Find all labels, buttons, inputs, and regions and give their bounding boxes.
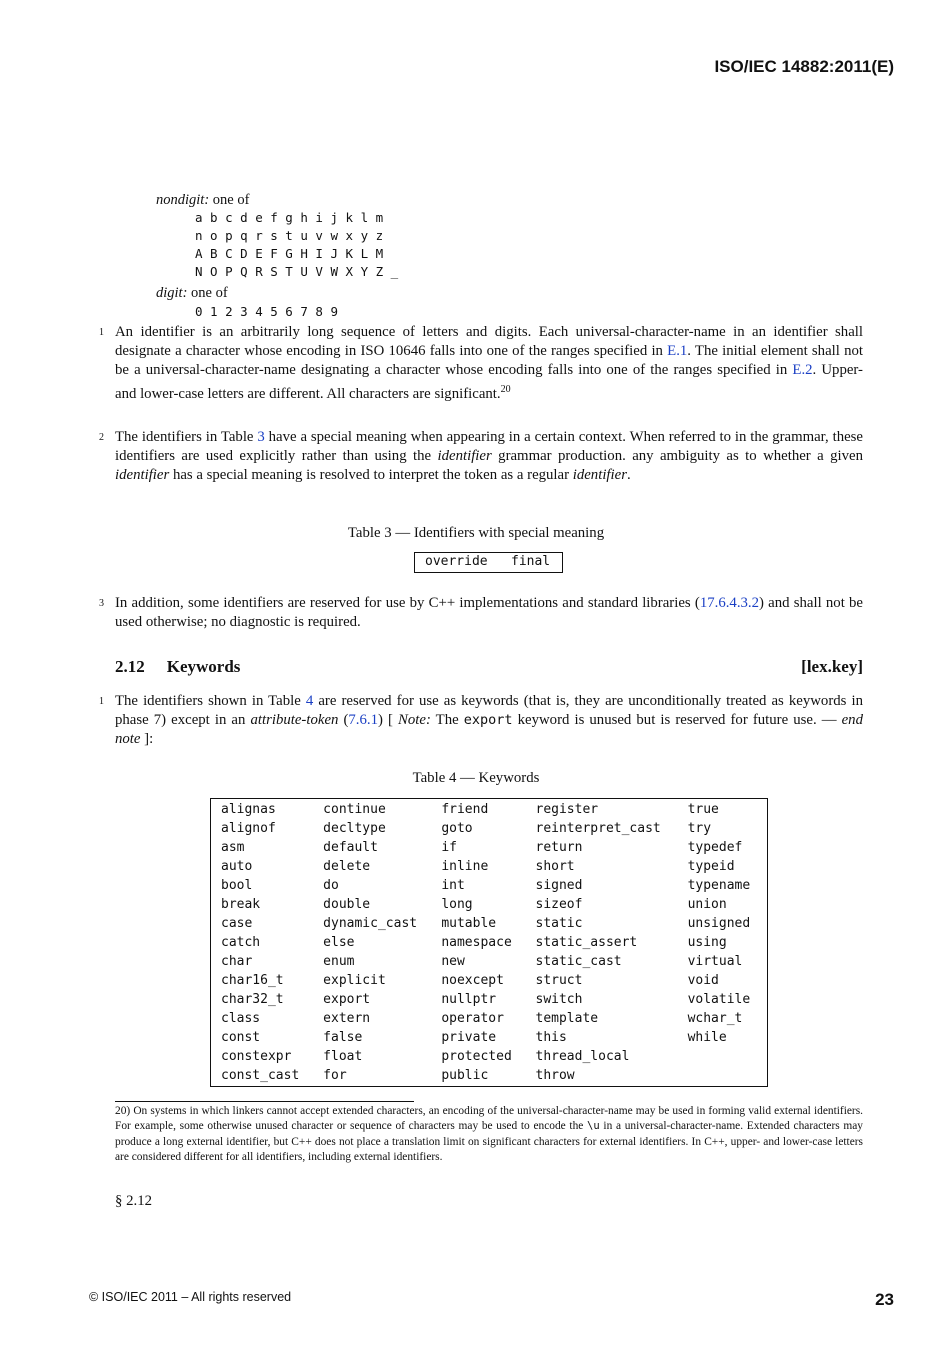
table-3-caption: Table 3 — Identifiers with special meaning: [347, 525, 605, 541]
keyword-cell: continue: [323, 802, 386, 817]
paragraph-number: 1: [99, 327, 104, 338]
keyword-cell: protected: [441, 1049, 512, 1064]
keyword-cell: register: [535, 802, 599, 817]
keyword-cell: namespace: [441, 935, 512, 950]
footnote-20: [115, 1104, 863, 1165]
keyword-cell: unsigned: [687, 916, 751, 931]
keyword-cell: while: [687, 1030, 727, 1045]
keyword-cell: typedef: [687, 840, 743, 855]
keyword-cell: [688, 1066, 767, 1085]
text: ]:: [140, 731, 154, 747]
table-4-caption: Table 4 — Keywords: [412, 770, 540, 786]
grammar-nondigit-heading: [156, 193, 249, 208]
table-3: [414, 552, 563, 573]
keyword-cell: do: [323, 878, 339, 893]
nondigit-label: nondigit:: [156, 192, 210, 208]
table-3-cell-override: override: [425, 554, 488, 569]
keyword-cell: false: [323, 1030, 363, 1045]
text: have a special meaning when appearing in a certain context. When referred to in the grammar, these identifiers are used explicitly rather than using the: [115, 429, 863, 464]
text: . Upper- and lower-case letters are different. All characters are significant.: [115, 362, 863, 402]
code-u: \u: [587, 1120, 600, 1133]
italic-term: identifier: [572, 467, 627, 483]
table-row: [221, 1066, 767, 1085]
paragraph-number: 2: [99, 432, 104, 443]
keyword-cell: static: [535, 916, 583, 931]
keyword-cell: wchar_t: [687, 1011, 743, 1026]
keyword-cell: bool: [221, 878, 253, 893]
keywords-table: [221, 800, 767, 1085]
keyword-cell: constexpr: [221, 1049, 292, 1064]
footnote-rule: [115, 1101, 414, 1102]
italic-term: identifier: [115, 467, 170, 483]
table-row: [221, 1047, 767, 1066]
keyword-cell: decltype: [323, 821, 386, 836]
keyword-cell: const: [221, 1030, 261, 1045]
keyword-cell: signed: [535, 878, 583, 893]
text: grammar production. any ambiguity as to whether a given: [491, 448, 863, 464]
keyword-cell: private: [441, 1030, 497, 1045]
table-4: [210, 798, 768, 1087]
keyword-cell: goto: [441, 821, 473, 836]
table-row: [221, 800, 767, 819]
note-label: Note:: [398, 712, 431, 728]
keyword-cell: explicit: [323, 973, 386, 988]
table-row: [221, 971, 767, 990]
text: in a universal-character-name. Extended characters may produce a long external identifier, but C++ does not place a translation limit on significant characters for external identifiers. In C++, upper- and lower-case letters are considered different for all identifiers, including external identifiers.: [115, 1120, 863, 1163]
link-e2[interactable]: E.2: [792, 362, 813, 378]
keyword-cell: try: [687, 821, 712, 836]
link-e1[interactable]: E.1: [667, 343, 688, 359]
text: .: [626, 467, 631, 483]
paragraph-keywords: [115, 692, 863, 749]
italic-term: identifier: [437, 448, 492, 464]
table-row: [221, 838, 767, 857]
keyword-cell: else: [323, 935, 355, 950]
text: An identifier is an arbitrarily long sequence of letters and digits. Each universal-character-name in an identifier shall designate a character whose encoding in ISO 10646 falls into one of the ranges specified in: [115, 324, 863, 359]
paragraph-number: 1: [99, 696, 104, 707]
page-number: 23: [875, 1290, 894, 1309]
keyword-cell: inline: [441, 859, 489, 874]
keyword-cell: return: [535, 840, 583, 855]
nondigit-line-3: A B C D E F G H I J K L M: [195, 246, 384, 261]
table-row: [221, 952, 767, 971]
table-row: [221, 990, 767, 1009]
keyword-cell: static_cast: [535, 954, 622, 969]
text: ) [: [378, 712, 398, 728]
footnote-ref[interactable]: 20: [500, 384, 511, 395]
keyword-cell: export: [323, 992, 371, 1007]
text: (: [338, 712, 349, 728]
keyword-cell: sizeof: [535, 897, 583, 912]
table-row: [221, 819, 767, 838]
keyword-cell: dynamic_cast: [323, 916, 418, 931]
copyright: © ISO/IEC 2011 – All rights reserved: [89, 1290, 292, 1304]
digit-suffix: one of: [191, 285, 228, 301]
keyword-cell: if: [441, 840, 457, 855]
table-row: [221, 857, 767, 876]
keyword-cell: union: [687, 897, 727, 912]
text: keyword is unused but is reserved for future use. —: [512, 712, 842, 728]
keyword-cell: break: [221, 897, 261, 912]
text: ) and shall not be used otherwise; no diagnostic is required.: [115, 595, 863, 630]
paragraph-reserved-identifiers: [115, 594, 863, 632]
keyword-cell: noexcept: [441, 973, 504, 988]
keyword-cell: virtual: [687, 954, 743, 969]
italic-term: attribute-token: [250, 712, 339, 728]
nondigit-suffix: one of: [212, 192, 250, 208]
nondigit-line-4: N O P Q R S T U V W X Y Z _: [195, 264, 399, 279]
keyword-cell: double: [323, 897, 371, 912]
end-note-label: end note: [115, 712, 863, 747]
keyword-cell: char: [221, 954, 253, 969]
nondigit-line-2: n o p q r s t u v w x y z: [195, 228, 384, 243]
table-row: [221, 895, 767, 914]
keyword-cell: enum: [323, 954, 355, 969]
keyword-cell: default: [323, 840, 378, 855]
code-export: export: [463, 712, 513, 728]
keyword-cell: short: [535, 859, 575, 874]
keyword-cell: alignof: [221, 821, 276, 836]
keyword-cell: friend: [441, 802, 489, 817]
text: 20) On systems in which linkers cannot accept extended characters, an encoding of the universal-character-name may be used in forming valid external identifiers. For example, some otherwise unused character or sequence of characters may be used to encode the: [115, 1105, 863, 1133]
section-title: Keywords: [166, 657, 241, 676]
text: has a special meaning is resolved to interpret the token as a regular: [169, 467, 573, 483]
keyword-cell: this: [535, 1030, 567, 1045]
digit-label: digit:: [156, 285, 188, 301]
link-table-4[interactable]: 4: [305, 693, 314, 709]
keyword-cell: struct: [535, 973, 583, 988]
keyword-cell: delete: [323, 859, 371, 874]
table-row: [221, 1028, 767, 1047]
grammar-digit-heading: [156, 286, 228, 301]
keyword-cell: typeid: [687, 859, 735, 874]
keyword-cell: new: [441, 954, 465, 969]
table-3-cell-final: final: [511, 554, 551, 569]
keyword-cell: char32_t: [221, 992, 284, 1007]
keyword-cell: asm: [221, 840, 245, 855]
keyword-cell: public: [441, 1068, 489, 1083]
digit-line: 0 1 2 3 4 5 6 7 8 9: [195, 304, 338, 319]
keyword-cell: float: [323, 1049, 363, 1064]
keyword-cell: extern: [323, 1011, 371, 1026]
link-17-6-4-3-2[interactable]: 17.6.4.3.2: [699, 595, 760, 611]
keyword-cell: catch: [221, 935, 261, 950]
keyword-cell: static_assert: [535, 935, 638, 950]
keyword-cell: void: [687, 973, 719, 988]
keyword-cell: thread_local: [535, 1049, 630, 1064]
text: In addition, some identifiers are reserved for use by C++ implementations and standard libraries (: [115, 595, 700, 611]
table-row: [221, 914, 767, 933]
keyword-cell: using: [687, 935, 727, 950]
table-row: [221, 933, 767, 952]
text: The identifiers shown in Table: [115, 693, 306, 709]
link-7-6-1[interactable]: 7.6.1: [348, 712, 378, 728]
text: The: [430, 712, 464, 728]
text: are reserved for use as keywords (that is, they are unconditionally treated as keywords in phase 7) except in an: [115, 693, 863, 728]
keyword-cell: nullptr: [441, 992, 497, 1007]
keyword-cell: true: [687, 802, 719, 817]
keyword-cell: alignas: [221, 802, 276, 817]
keyword-cell: for: [323, 1068, 347, 1083]
keyword-cell: operator: [441, 1011, 504, 1026]
section-heading: [115, 657, 863, 677]
table-row: [221, 1009, 767, 1028]
section-number: 2.12: [115, 657, 145, 676]
document-id: ISO/IEC 14882:2011(E): [714, 57, 894, 76]
keyword-cell: reinterpret_cast: [535, 821, 661, 836]
text: The identifiers in Table: [115, 429, 258, 445]
keyword-cell: char16_t: [221, 973, 284, 988]
keyword-cell: template: [535, 1011, 599, 1026]
section-ref: [lex.key]: [801, 657, 863, 676]
keyword-cell: volatile: [687, 992, 751, 1007]
section-tag: § 2.12: [115, 1193, 152, 1209]
keyword-cell: auto: [221, 859, 253, 874]
keyword-cell: throw: [535, 1068, 575, 1083]
keyword-cell: const_cast: [221, 1068, 300, 1083]
keyword-cell: long: [441, 897, 473, 912]
link-table-3[interactable]: 3: [257, 429, 265, 445]
paragraph-identifier-definition: [115, 323, 863, 404]
paragraph-number: 3: [99, 598, 104, 609]
keyword-cell: int: [441, 878, 465, 893]
keyword-cell: [688, 1047, 767, 1066]
keyword-cell: switch: [535, 992, 583, 1007]
keyword-cell: typename: [687, 878, 751, 893]
keyword-cell: class: [221, 1011, 261, 1026]
paragraph-special-identifiers: [115, 428, 863, 485]
keyword-cell: mutable: [441, 916, 497, 931]
keyword-cell: case: [221, 916, 253, 931]
nondigit-line-1: a b c d e f g h i j k l m: [195, 210, 384, 225]
table-row: [221, 876, 767, 895]
text: . The initial element shall not be a universal-character-name designating a character whose encoding falls into one of the ranges specified in: [115, 343, 863, 378]
